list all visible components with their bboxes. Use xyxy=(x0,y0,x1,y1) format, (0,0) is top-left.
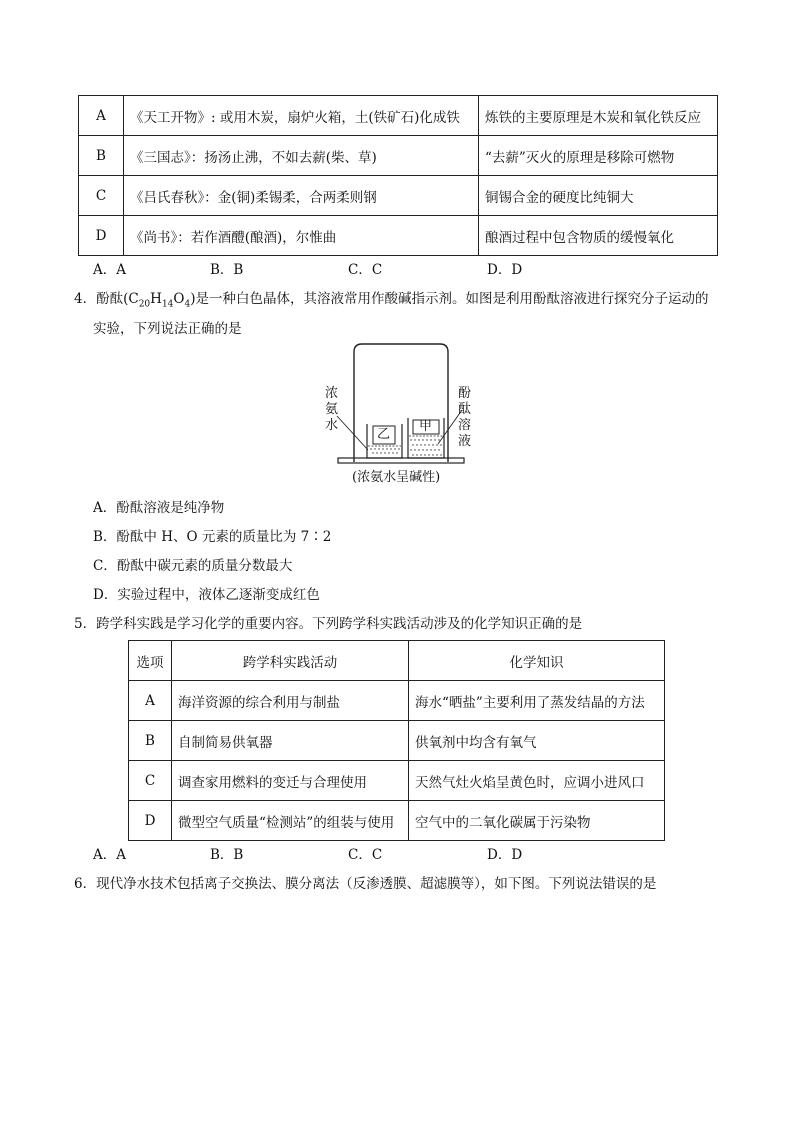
q5-table xyxy=(128,640,665,841)
table-header-row xyxy=(129,641,665,681)
source-cell: 《吕氏春秋》：金(铜)柔锡柔，合两柔则钢 xyxy=(124,176,479,216)
table-row xyxy=(79,176,718,216)
formula-subscript: 4 xyxy=(184,299,191,310)
knowledge-cell: 海水“晒盐”主要利用了蒸发结晶的方法 xyxy=(409,681,665,721)
table-row xyxy=(129,721,665,761)
q4-option-a[interactable]: A．酚酞溶液是纯净物 xyxy=(93,500,225,516)
source-cell: 《天工开物》: 或用木炭，扇炉火箱，土(铁矿石)化成铁 xyxy=(124,96,479,136)
label-phenolphthalein xyxy=(458,386,471,450)
knowledge-cell: 空气中的二氧化碳属于污染物 xyxy=(409,801,665,841)
leader-line-left xyxy=(337,416,368,450)
formula-element: H xyxy=(150,291,162,307)
formula-subscript: 14 xyxy=(161,299,174,310)
option-cell: C xyxy=(129,761,172,801)
header-activity: 跨学科实践活动 xyxy=(172,641,409,681)
choice-c[interactable]: C．C xyxy=(348,262,383,278)
option-cell: B xyxy=(79,136,124,176)
activity-cell: 海洋资源的综合利用与制盐 xyxy=(172,681,409,721)
option-cell: A xyxy=(129,681,172,721)
beaker-label-jia: 甲 xyxy=(419,419,433,434)
activity-cell: 自制简易供氧器 xyxy=(172,721,409,761)
source-cell: 《尚书》：若作酒醴(酿酒)，尔惟曲 xyxy=(124,216,479,256)
q3-table xyxy=(78,95,718,256)
knowledge-cell: 炼铁的主要原理是木炭和氧化铁反应 xyxy=(479,96,718,136)
source-cell: 《三国志》：扬汤止沸，不如去薪(柴、草) xyxy=(124,136,479,176)
table-row xyxy=(129,681,665,721)
label-ammonia-1: 浓 xyxy=(325,386,339,401)
liquid-dots-right xyxy=(410,439,441,455)
q4-option-c[interactable]: C．酚酞中碳元素的质量分数最大 xyxy=(93,558,293,574)
table-row xyxy=(79,136,718,176)
knowledge-cell: “去薪”灭火的原理是移除可燃物 xyxy=(479,136,718,176)
table-row xyxy=(129,761,665,801)
label-ammonia xyxy=(325,386,338,434)
activity-cell: 微型空气质量“检测站”的组装与使用 xyxy=(172,801,409,841)
label-phenolphthalein-2: 溶液 xyxy=(458,418,472,449)
q4-option-b[interactable]: B．酚酞中 H、O 元素的质量比为 7∶2 xyxy=(93,529,332,545)
formula-subscript: 20 xyxy=(138,299,151,310)
choice-a[interactable]: A．A xyxy=(93,262,126,278)
label-ammonia-3: 水 xyxy=(325,418,339,433)
q5-stem: 5．跨学科实践是学习化学的重要内容。下列跨学科实践活动涉及的化学知识正确的是 xyxy=(74,616,583,632)
formula-element: O xyxy=(173,291,185,307)
option-cell: A xyxy=(79,96,124,136)
beaker-label-yi: 乙 xyxy=(377,427,391,442)
table-row xyxy=(79,216,718,256)
label-phenolphthalein-1: 酚酞 xyxy=(458,386,472,417)
header-option: 选项 xyxy=(129,641,172,681)
knowledge-cell: 供氧剂中均含有氧气 xyxy=(409,721,665,761)
q4-number: 4． xyxy=(74,291,97,307)
activity-cell: 调查家用燃料的变迁与合理使用 xyxy=(172,761,409,801)
q4-stem-line2: 实验，下列说法正确的是 xyxy=(93,321,242,337)
base-plate xyxy=(338,458,464,463)
table-row xyxy=(129,801,665,841)
choice-c[interactable]: C．C xyxy=(348,847,383,863)
choice-d[interactable]: D．D xyxy=(487,847,523,863)
choice-b[interactable]: B．B xyxy=(210,847,244,863)
header-knowledge: 化学知识 xyxy=(409,641,665,681)
table-row xyxy=(79,96,718,136)
knowledge-cell: 酿酒过程中包含物质的缓慢氧化 xyxy=(479,216,718,256)
bell-jar xyxy=(354,344,448,462)
q4-option-d[interactable]: D．实验过程中，液体乙逐渐变成红色 xyxy=(93,587,320,603)
option-cell: D xyxy=(79,216,124,256)
option-cell: B xyxy=(129,721,172,761)
q6-stem: 6．现代净水技术包括离子交换法、膜分离法（反渗透膜、超滤膜等），如下图。下列说法错误的是 xyxy=(74,876,657,892)
liquid-left xyxy=(368,446,401,457)
label-ammonia-2: 氨 xyxy=(325,402,339,417)
choice-b[interactable]: B．B xyxy=(210,262,244,278)
option-cell: C xyxy=(79,176,124,216)
knowledge-cell: 铜锡合金的硬度比纯铜大 xyxy=(479,176,718,216)
option-cell: D xyxy=(129,801,172,841)
figure-caption: (浓氨水呈碱性) xyxy=(352,470,441,485)
q4-stem-line1 xyxy=(74,287,708,310)
q4-stem-text: 酚酞(C xyxy=(96,291,139,307)
choice-d[interactable]: D．D xyxy=(487,262,523,278)
knowledge-cell: 天然气灶火焰呈黄色时，应调小进风口 xyxy=(409,761,665,801)
q4-stem-text: )是一种白色晶体，其溶液常用作酸碱指示剂。如图是利用酚酞溶液进行探究分子运动的 xyxy=(190,291,709,307)
choice-a[interactable]: A．A xyxy=(93,847,126,863)
